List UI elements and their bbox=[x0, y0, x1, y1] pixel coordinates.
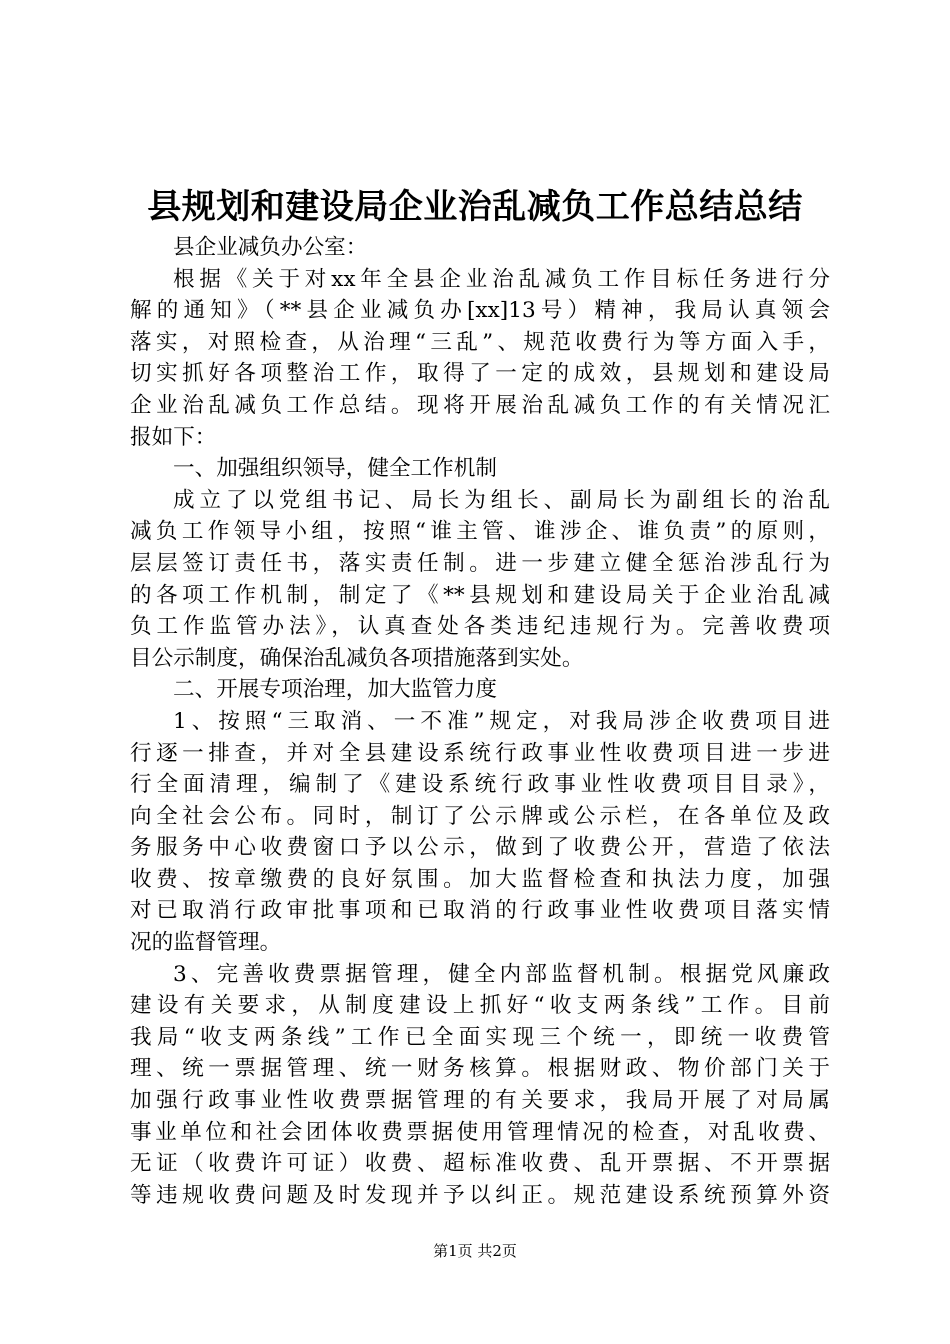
body-line: 事业单位和社会团体收费票据使用管理情况的检查，对乱收费、 bbox=[130, 1119, 830, 1145]
document-title: 县规划和建设局企业治乱减负工作总结总结 bbox=[147, 187, 803, 227]
body-line: 况的监督管理。 bbox=[130, 930, 282, 956]
body-line: 负工作监管办法》，认真查处各类违纪违规行为。完善收费项 bbox=[130, 614, 830, 640]
body-line: 加强行政事业性收费票据管理的有关要求，我局开展了对局属 bbox=[130, 1088, 830, 1114]
body-line: 行逐一排查，并对全县建设系统行政事业性收费项目进一步进 bbox=[130, 740, 830, 766]
body-line: 二、开展专项治理，加大监管力度 bbox=[173, 677, 497, 703]
body-line: 理、统一票据管理、统一财务核算。根据财政、物价部门关于 bbox=[130, 1056, 830, 1082]
body-line: 收费、按章缴费的良好氛围。加大监督检查和执法力度，加强 bbox=[130, 866, 830, 892]
body-line: 建设有关要求，从制度建设上抓好“收支两条线”工作。目前 bbox=[130, 993, 830, 1019]
body-line: 根据《关于对xx年全县企业治乱减负工作目标任务进行分 bbox=[173, 266, 830, 292]
body-line: 成立了以党组书记、局长为组长、副局长为副组长的治乱 bbox=[173, 487, 830, 513]
body-line: 解的通知》（**县企业减负办[xx]13号）精神，我局认真领会 bbox=[130, 298, 830, 324]
body-line: 我局“收支两条线”工作已全面实现三个统一，即统一收费管 bbox=[130, 1024, 830, 1050]
body-line: 行全面清理，编制了《建设系统行政事业性收费项目目录》， bbox=[130, 772, 830, 798]
body-line: 等违规收费问题及时发现并予以纠正。规范建设系统预算外资 bbox=[130, 1182, 830, 1208]
body-line: 县企业减负办公室： bbox=[173, 235, 368, 260]
body-line: 目公示制度，确保治乱减负各项措施落到实处。 bbox=[130, 645, 584, 671]
body-line: 减负工作领导小组，按照“谁主管、谁涉企、谁负责”的原则， bbox=[130, 519, 830, 545]
body-line: 3、完善收费票据管理，健全内部监督机制。根据党风廉政 bbox=[173, 961, 830, 987]
body-line: 切实抓好各项整治工作，取得了一定的成效，县规划和建设局 bbox=[130, 361, 830, 387]
body-line: 1、按照“三取消、一不准”规定，对我局涉企收费项目进 bbox=[173, 708, 830, 734]
page-number-footer: 第1页 共2页 bbox=[433, 1242, 517, 1260]
body-line: 一、加强组织领导，健全工作机制 bbox=[173, 456, 497, 482]
body-line: 落实，对照检查，从治理“三乱”、规范收费行为等方面入手， bbox=[130, 329, 830, 355]
body-line: 企业治乱减负工作总结。现将开展治乱减负工作的有关情况汇 bbox=[130, 392, 830, 418]
body-line: 对已取消行政审批事项和已取消的行政事业性收费项目落实情 bbox=[130, 898, 830, 924]
body-line: 务服务中心收费窗口予以公示，做到了收费公开，营造了依法 bbox=[130, 835, 830, 861]
body-line: 报如下： bbox=[130, 424, 217, 450]
document-body bbox=[130, 232, 830, 1211]
body-line: 的各项工作机制，制定了《**县规划和建设局关于企业治乱减 bbox=[130, 582, 830, 608]
body-line: 向全社会公布。同时，制订了公示牌或公示栏，在各单位及政 bbox=[130, 803, 830, 829]
body-line: 无证（收费许可证）收费、超标准收费、乱开票据、不开票据 bbox=[130, 1151, 830, 1177]
body-line: 层层签订责任书，落实责任制。进一步建立健全惩治涉乱行为 bbox=[130, 550, 830, 576]
